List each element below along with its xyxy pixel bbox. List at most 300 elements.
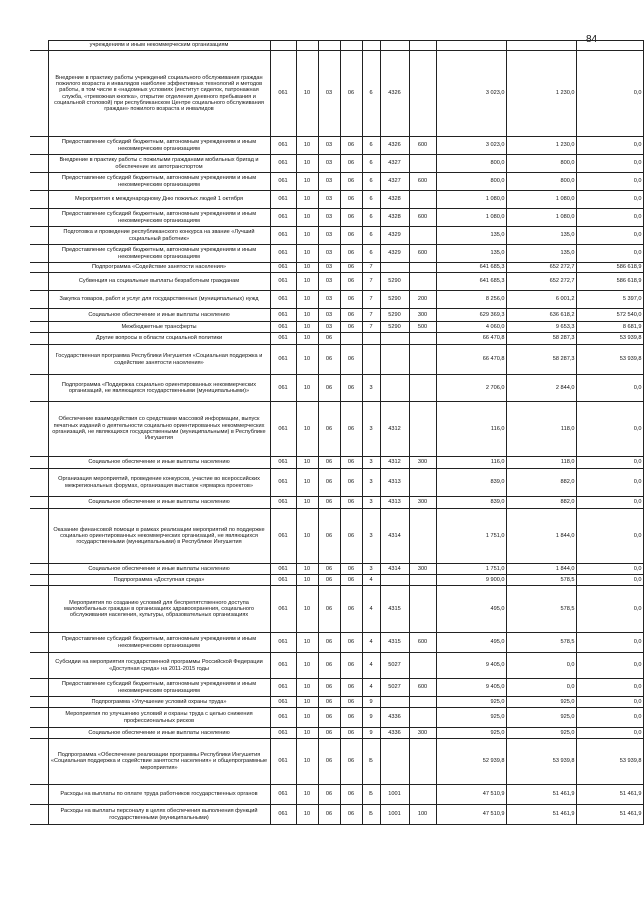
table-row bbox=[30, 51, 643, 137]
subprogram-code: 3 bbox=[362, 564, 380, 575]
subsection-code: 06 bbox=[318, 697, 340, 708]
section-code: 10 bbox=[296, 227, 318, 245]
amount-year-3: 0,0 bbox=[576, 155, 643, 173]
row-margin bbox=[30, 697, 48, 708]
item-code: 4315 bbox=[380, 586, 409, 633]
amount-year-1: 839,0 bbox=[436, 469, 506, 497]
section-code: 10 bbox=[296, 245, 318, 263]
subsection-code: 06 bbox=[318, 633, 340, 653]
section-code: 10 bbox=[296, 155, 318, 173]
expense-type-code bbox=[409, 402, 436, 457]
program-code: 06 bbox=[340, 51, 362, 137]
amount-year-2: 118,0 bbox=[506, 402, 576, 457]
item-code: 4315 bbox=[380, 633, 409, 653]
amount-year-3: 0,0 bbox=[576, 137, 643, 155]
row-name: Социальное обеспечение и иные выплаты населению bbox=[48, 457, 270, 469]
table-row bbox=[30, 155, 643, 173]
amount-year-3: 51 461,9 bbox=[576, 785, 643, 805]
program-code: 06 bbox=[340, 155, 362, 173]
expense-type-code: 300 bbox=[409, 457, 436, 469]
amount-year-3: 586 618,9 bbox=[576, 273, 643, 291]
item-code bbox=[380, 333, 409, 345]
item-code: 4328 bbox=[380, 191, 409, 209]
amount-year-1: 629 369,3 bbox=[436, 309, 506, 322]
row-name: Подпрограмма «Поддержка социально ориентированных некоммерческих организаций, не являющихся государственными (муниципальными)» bbox=[48, 375, 270, 402]
row-margin bbox=[30, 137, 48, 155]
amount-year-2: 1 844,0 bbox=[506, 509, 576, 564]
row-margin bbox=[30, 291, 48, 309]
expense-type-code: 300 bbox=[409, 309, 436, 322]
row-name: Расходы на выплаты по оплате труда работников государственных органов bbox=[48, 785, 270, 805]
row-margin bbox=[30, 575, 48, 586]
item-code: 5027 bbox=[380, 679, 409, 697]
amount-year-3: 53 939,8 bbox=[576, 345, 643, 375]
subprogram-code: 3 bbox=[362, 402, 380, 457]
org-code: 061 bbox=[270, 708, 296, 728]
expense-type-code: 300 bbox=[409, 564, 436, 575]
org-code: 061 bbox=[270, 173, 296, 191]
row-margin bbox=[30, 653, 48, 679]
subsection-code: 06 bbox=[318, 708, 340, 728]
item-code bbox=[380, 375, 409, 402]
subprogram-code: 6 bbox=[362, 245, 380, 263]
item-code bbox=[380, 739, 409, 785]
row-name: Подпрограмма «Улучшение условий охраны труда» bbox=[48, 697, 270, 708]
amount-year-3: 0,0 bbox=[576, 708, 643, 728]
amount-year-3 bbox=[576, 41, 643, 51]
amount-year-3: 0,0 bbox=[576, 509, 643, 564]
program-code: 06 bbox=[340, 805, 362, 825]
row-name: Предоставление субсидий бюджетным, автономным учреждениям и иным некоммерческим организациям bbox=[48, 679, 270, 697]
subsection-code: 03 bbox=[318, 245, 340, 263]
subprogram-code: 6 bbox=[362, 137, 380, 155]
subsection-code: 06 bbox=[318, 333, 340, 345]
expense-type-code: 300 bbox=[409, 728, 436, 739]
row-name: Предоставление субсидий бюджетным, автономным учреждениям и иным некоммерческим организациям bbox=[48, 173, 270, 191]
subprogram-code: 9 bbox=[362, 697, 380, 708]
subprogram-code: 3 bbox=[362, 457, 380, 469]
item-code: 4313 bbox=[380, 497, 409, 509]
expense-type-code: 600 bbox=[409, 173, 436, 191]
section-code: 10 bbox=[296, 375, 318, 402]
amount-year-2: 578,5 bbox=[506, 633, 576, 653]
subsection-code: 06 bbox=[318, 679, 340, 697]
expense-type-code bbox=[409, 273, 436, 291]
program-code: 06 bbox=[340, 697, 362, 708]
org-code: 061 bbox=[270, 227, 296, 245]
subsection-code: 03 bbox=[318, 291, 340, 309]
subprogram-code: 3 bbox=[362, 469, 380, 497]
section-code: 10 bbox=[296, 708, 318, 728]
subsection-code: 03 bbox=[318, 191, 340, 209]
amount-year-1: 47 510,9 bbox=[436, 805, 506, 825]
amount-year-3: 53 939,8 bbox=[576, 739, 643, 785]
section-code: 10 bbox=[296, 679, 318, 697]
subprogram-code: 4 bbox=[362, 586, 380, 633]
row-name: Субвенция на социальные выплаты безработным гражданам bbox=[48, 273, 270, 291]
org-code: 061 bbox=[270, 263, 296, 273]
amount-year-2: 0,0 bbox=[506, 679, 576, 697]
org-code: 061 bbox=[270, 273, 296, 291]
table-row bbox=[30, 697, 643, 708]
expense-type-code: 600 bbox=[409, 245, 436, 263]
item-code: 1001 bbox=[380, 785, 409, 805]
expense-type-code bbox=[409, 653, 436, 679]
item-code bbox=[380, 345, 409, 375]
program-code: 06 bbox=[340, 345, 362, 375]
subsection-code: 06 bbox=[318, 457, 340, 469]
section-code: 10 bbox=[296, 457, 318, 469]
expense-type-code: 600 bbox=[409, 679, 436, 697]
org-code: 061 bbox=[270, 805, 296, 825]
amount-year-1: 2 706,0 bbox=[436, 375, 506, 402]
item-code: 4327 bbox=[380, 155, 409, 173]
org-code: 061 bbox=[270, 497, 296, 509]
amount-year-2: 925,0 bbox=[506, 728, 576, 739]
subsection-code: 03 bbox=[318, 209, 340, 227]
org-code: 061 bbox=[270, 322, 296, 333]
amount-year-1: 66 470,8 bbox=[436, 333, 506, 345]
program-code bbox=[340, 333, 362, 345]
subprogram-code: 7 bbox=[362, 309, 380, 322]
amount-year-1: 495,0 bbox=[436, 633, 506, 653]
item-code: 4326 bbox=[380, 137, 409, 155]
row-name: Оказание финансовой помощи в рамках реализации мероприятий по поддержке социально ориентированных некоммерческих организаций, не являющихся государственными (муниципальными) в Республике Ингушетия bbox=[48, 509, 270, 564]
subprogram-code: Б bbox=[362, 739, 380, 785]
item-code: 5290 bbox=[380, 273, 409, 291]
section-code: 10 bbox=[296, 564, 318, 575]
program-code: 06 bbox=[340, 497, 362, 509]
table-row bbox=[30, 333, 643, 345]
org-code: 061 bbox=[270, 155, 296, 173]
expense-type-code bbox=[409, 155, 436, 173]
amount-year-3: 0,0 bbox=[576, 209, 643, 227]
amount-year-2: 578,5 bbox=[506, 575, 576, 586]
amount-year-3: 0,0 bbox=[576, 469, 643, 497]
item-code: 4336 bbox=[380, 708, 409, 728]
section-code: 10 bbox=[296, 653, 318, 679]
amount-year-2: 1 844,0 bbox=[506, 564, 576, 575]
subprogram-code: 7 bbox=[362, 263, 380, 273]
subprogram-code: 4 bbox=[362, 633, 380, 653]
subprogram-code: 6 bbox=[362, 51, 380, 137]
amount-year-3: 53 939,8 bbox=[576, 333, 643, 345]
table-row bbox=[30, 245, 643, 263]
subprogram-code bbox=[362, 333, 380, 345]
amount-year-1: 9 405,0 bbox=[436, 653, 506, 679]
program-code: 06 bbox=[340, 291, 362, 309]
row-margin bbox=[30, 564, 48, 575]
subsection-code: 03 bbox=[318, 173, 340, 191]
row-name: учреждениям и иным некоммерческим организациям bbox=[48, 41, 270, 51]
subprogram-code bbox=[362, 41, 380, 51]
expense-type-code bbox=[409, 375, 436, 402]
table-row bbox=[30, 345, 643, 375]
expense-type-code: 600 bbox=[409, 633, 436, 653]
item-code bbox=[380, 263, 409, 273]
amount-year-2: 1 080,0 bbox=[506, 209, 576, 227]
table-row bbox=[30, 291, 643, 309]
expense-type-code bbox=[409, 575, 436, 586]
amount-year-1: 47 510,9 bbox=[436, 785, 506, 805]
subsection-code: 06 bbox=[318, 375, 340, 402]
subprogram-code: Б bbox=[362, 785, 380, 805]
subsection-code: 03 bbox=[318, 322, 340, 333]
expense-type-code bbox=[409, 509, 436, 564]
subsection-code: 06 bbox=[318, 564, 340, 575]
subsection-code: 06 bbox=[318, 739, 340, 785]
amount-year-3: 0,0 bbox=[576, 191, 643, 209]
amount-year-2: 0,0 bbox=[506, 653, 576, 679]
item-code: 4314 bbox=[380, 564, 409, 575]
table-row bbox=[30, 586, 643, 633]
program-code: 06 bbox=[340, 586, 362, 633]
amount-year-3: 0,0 bbox=[576, 497, 643, 509]
table-row bbox=[30, 322, 643, 333]
row-margin bbox=[30, 402, 48, 457]
row-name: Внедрение в практику работы с пожилыми гражданами мобильных бригад и обеспечение их автотранспортом bbox=[48, 155, 270, 173]
amount-year-3: 0,0 bbox=[576, 633, 643, 653]
row-margin bbox=[30, 209, 48, 227]
amount-year-3: 0,0 bbox=[576, 564, 643, 575]
subsection-code: 03 bbox=[318, 273, 340, 291]
table-row bbox=[30, 509, 643, 564]
amount-year-1: 135,0 bbox=[436, 245, 506, 263]
org-code: 061 bbox=[270, 402, 296, 457]
item-code: 4312 bbox=[380, 457, 409, 469]
item-code: 4327 bbox=[380, 173, 409, 191]
row-name: Социальное обеспечение и иные выплаты населению bbox=[48, 564, 270, 575]
org-code: 061 bbox=[270, 509, 296, 564]
org-code: 061 bbox=[270, 51, 296, 137]
org-code: 061 bbox=[270, 137, 296, 155]
amount-year-2: 118,0 bbox=[506, 457, 576, 469]
expense-type-code bbox=[409, 708, 436, 728]
subsection-code: 03 bbox=[318, 51, 340, 137]
subsection-code: 03 bbox=[318, 309, 340, 322]
table-row bbox=[30, 564, 643, 575]
subprogram-code: 6 bbox=[362, 209, 380, 227]
row-margin bbox=[30, 333, 48, 345]
table-row bbox=[30, 805, 643, 825]
row-name: Закупка товаров, работ и услуг для государственных (муниципальных) нужд bbox=[48, 291, 270, 309]
expense-type-code bbox=[409, 41, 436, 51]
amount-year-1: 135,0 bbox=[436, 227, 506, 245]
row-name: Подпрограмма «Обеспечение реализации программы Республики Ингушетия «Социальная поддержка и содействие занятости населения» и общепрограммные мероприятия» bbox=[48, 739, 270, 785]
section-code bbox=[296, 41, 318, 51]
item-code: 4328 bbox=[380, 209, 409, 227]
row-name: Предоставление субсидий бюджетным, автономным учреждениям и иным некоммерческим организациям bbox=[48, 633, 270, 653]
subsection-code: 06 bbox=[318, 805, 340, 825]
row-margin bbox=[30, 633, 48, 653]
expense-type-code bbox=[409, 469, 436, 497]
table-row bbox=[30, 227, 643, 245]
org-code: 061 bbox=[270, 469, 296, 497]
subprogram-code: 4 bbox=[362, 679, 380, 697]
amount-year-3: 0,0 bbox=[576, 575, 643, 586]
section-code: 10 bbox=[296, 137, 318, 155]
org-code: 061 bbox=[270, 728, 296, 739]
amount-year-2: 53 939,8 bbox=[506, 739, 576, 785]
table-row bbox=[30, 679, 643, 697]
amount-year-2: 51 461,9 bbox=[506, 785, 576, 805]
amount-year-2 bbox=[506, 41, 576, 51]
program-code: 06 bbox=[340, 173, 362, 191]
amount-year-1: 925,0 bbox=[436, 728, 506, 739]
section-code: 10 bbox=[296, 345, 318, 375]
amount-year-1: 800,0 bbox=[436, 173, 506, 191]
row-name: Обеспечение взаимодействия со средствами массовой информации, выпуск печатных изданий о деятельности социально ориентированных некоммерческих организаций, не являющихся государственными (муниципальными) в Республике Ингушетия bbox=[48, 402, 270, 457]
subprogram-code: 6 bbox=[362, 227, 380, 245]
section-code: 10 bbox=[296, 309, 318, 322]
subsection-code bbox=[318, 41, 340, 51]
item-code: 5290 bbox=[380, 309, 409, 322]
amount-year-2: 9 653,3 bbox=[506, 322, 576, 333]
subsection-code: 03 bbox=[318, 227, 340, 245]
section-code: 10 bbox=[296, 402, 318, 457]
item-code: 5290 bbox=[380, 322, 409, 333]
expense-type-code: 600 bbox=[409, 209, 436, 227]
row-margin bbox=[30, 805, 48, 825]
amount-year-2: 925,0 bbox=[506, 708, 576, 728]
amount-year-2: 1 230,0 bbox=[506, 137, 576, 155]
table-row bbox=[30, 191, 643, 209]
row-name: Социальное обеспечение и иные выплаты населению bbox=[48, 309, 270, 322]
org-code: 061 bbox=[270, 333, 296, 345]
table-row bbox=[30, 375, 643, 402]
program-code: 06 bbox=[340, 575, 362, 586]
row-name: Социальное обеспечение и иные выплаты населению bbox=[48, 728, 270, 739]
section-code: 10 bbox=[296, 273, 318, 291]
program-code: 06 bbox=[340, 509, 362, 564]
row-margin bbox=[30, 679, 48, 697]
subprogram-code: 3 bbox=[362, 497, 380, 509]
program-code: 06 bbox=[340, 457, 362, 469]
org-code: 061 bbox=[270, 653, 296, 679]
org-code: 061 bbox=[270, 785, 296, 805]
amount-year-2: 652 272,7 bbox=[506, 273, 576, 291]
section-code: 10 bbox=[296, 173, 318, 191]
program-code: 06 bbox=[340, 469, 362, 497]
subprogram-code: 4 bbox=[362, 653, 380, 679]
subsection-code: 03 bbox=[318, 155, 340, 173]
org-code: 061 bbox=[270, 309, 296, 322]
org-code: 061 bbox=[270, 291, 296, 309]
section-code: 10 bbox=[296, 575, 318, 586]
amount-year-1: 52 939,8 bbox=[436, 739, 506, 785]
row-name: Подготовка и проведение республиканского конкурса на звание «Лучший социальный работник» bbox=[48, 227, 270, 245]
org-code: 061 bbox=[270, 586, 296, 633]
row-margin bbox=[30, 191, 48, 209]
section-code: 10 bbox=[296, 785, 318, 805]
table-row bbox=[30, 457, 643, 469]
subprogram-code: Б bbox=[362, 805, 380, 825]
program-code: 06 bbox=[340, 322, 362, 333]
amount-year-2: 882,0 bbox=[506, 469, 576, 497]
amount-year-1: 641 685,3 bbox=[436, 273, 506, 291]
row-margin bbox=[30, 375, 48, 402]
amount-year-3: 51 461,9 bbox=[576, 805, 643, 825]
item-code bbox=[380, 697, 409, 708]
program-code: 06 bbox=[340, 273, 362, 291]
program-code: 06 bbox=[340, 785, 362, 805]
amount-year-1: 1 080,0 bbox=[436, 191, 506, 209]
org-code: 061 bbox=[270, 633, 296, 653]
row-margin bbox=[30, 739, 48, 785]
row-margin bbox=[30, 227, 48, 245]
subprogram-code: 6 bbox=[362, 155, 380, 173]
row-name: Предоставление субсидий бюджетным, автономным учреждениям и иным некоммерческим организациям bbox=[48, 245, 270, 263]
expense-type-code bbox=[409, 227, 436, 245]
amount-year-1: 3 023,0 bbox=[436, 51, 506, 137]
row-margin bbox=[30, 41, 48, 51]
amount-year-2: 2 844,0 bbox=[506, 375, 576, 402]
row-name: Подпрограмма «Содействие занятости населения» bbox=[48, 263, 270, 273]
program-code: 06 bbox=[340, 191, 362, 209]
expense-type-code: 500 bbox=[409, 322, 436, 333]
table-row bbox=[30, 41, 643, 51]
expense-type-code bbox=[409, 697, 436, 708]
program-code: 06 bbox=[340, 227, 362, 245]
org-code: 061 bbox=[270, 697, 296, 708]
amount-year-2: 6 001,2 bbox=[506, 291, 576, 309]
amount-year-2: 135,0 bbox=[506, 227, 576, 245]
subsection-code: 06 bbox=[318, 575, 340, 586]
section-code: 10 bbox=[296, 586, 318, 633]
amount-year-1: 1 751,0 bbox=[436, 509, 506, 564]
subprogram-code: 3 bbox=[362, 509, 380, 564]
program-code: 06 bbox=[340, 309, 362, 322]
amount-year-1: 9 900,0 bbox=[436, 575, 506, 586]
expense-type-code: 300 bbox=[409, 497, 436, 509]
row-margin bbox=[30, 273, 48, 291]
row-margin bbox=[30, 509, 48, 564]
subsection-code: 06 bbox=[318, 345, 340, 375]
item-code bbox=[380, 575, 409, 586]
amount-year-1 bbox=[436, 41, 506, 51]
table-row bbox=[30, 173, 643, 191]
subsection-code: 03 bbox=[318, 263, 340, 273]
program-code: 06 bbox=[340, 209, 362, 227]
amount-year-1: 8 256,0 bbox=[436, 291, 506, 309]
amount-year-1: 839,0 bbox=[436, 497, 506, 509]
subprogram-code: 4 bbox=[362, 575, 380, 586]
table-row bbox=[30, 497, 643, 509]
row-name: Организация мероприятий, проведение конкурсов, участие во всероссийских межрегиональных форумах, организация выставок «ярмарка проектов» bbox=[48, 469, 270, 497]
amount-year-1: 1 080,0 bbox=[436, 209, 506, 227]
amount-year-3: 8 681,9 bbox=[576, 322, 643, 333]
subsection-code: 06 bbox=[318, 402, 340, 457]
program-code: 06 bbox=[340, 564, 362, 575]
amount-year-3: 0,0 bbox=[576, 697, 643, 708]
org-code: 061 bbox=[270, 209, 296, 227]
amount-year-2: 882,0 bbox=[506, 497, 576, 509]
amount-year-1: 116,0 bbox=[436, 457, 506, 469]
amount-year-3: 0,0 bbox=[576, 457, 643, 469]
amount-year-1: 641 685,3 bbox=[436, 263, 506, 273]
program-code: 06 bbox=[340, 728, 362, 739]
amount-year-3: 0,0 bbox=[576, 375, 643, 402]
section-code: 10 bbox=[296, 509, 318, 564]
row-name: Межбюджетные трансферты bbox=[48, 322, 270, 333]
row-name: Субсидии на мероприятия государственной программы Российской Федерации «Доступная среда» на 2011-2015 годы bbox=[48, 653, 270, 679]
expense-type-code bbox=[409, 586, 436, 633]
amount-year-2: 800,0 bbox=[506, 173, 576, 191]
program-code: 06 bbox=[340, 375, 362, 402]
subprogram-code: 9 bbox=[362, 728, 380, 739]
row-name: Мероприятия по улучшению условий и охраны труда с целью снижения профессиональных рисков bbox=[48, 708, 270, 728]
amount-year-3: 0,0 bbox=[576, 51, 643, 137]
